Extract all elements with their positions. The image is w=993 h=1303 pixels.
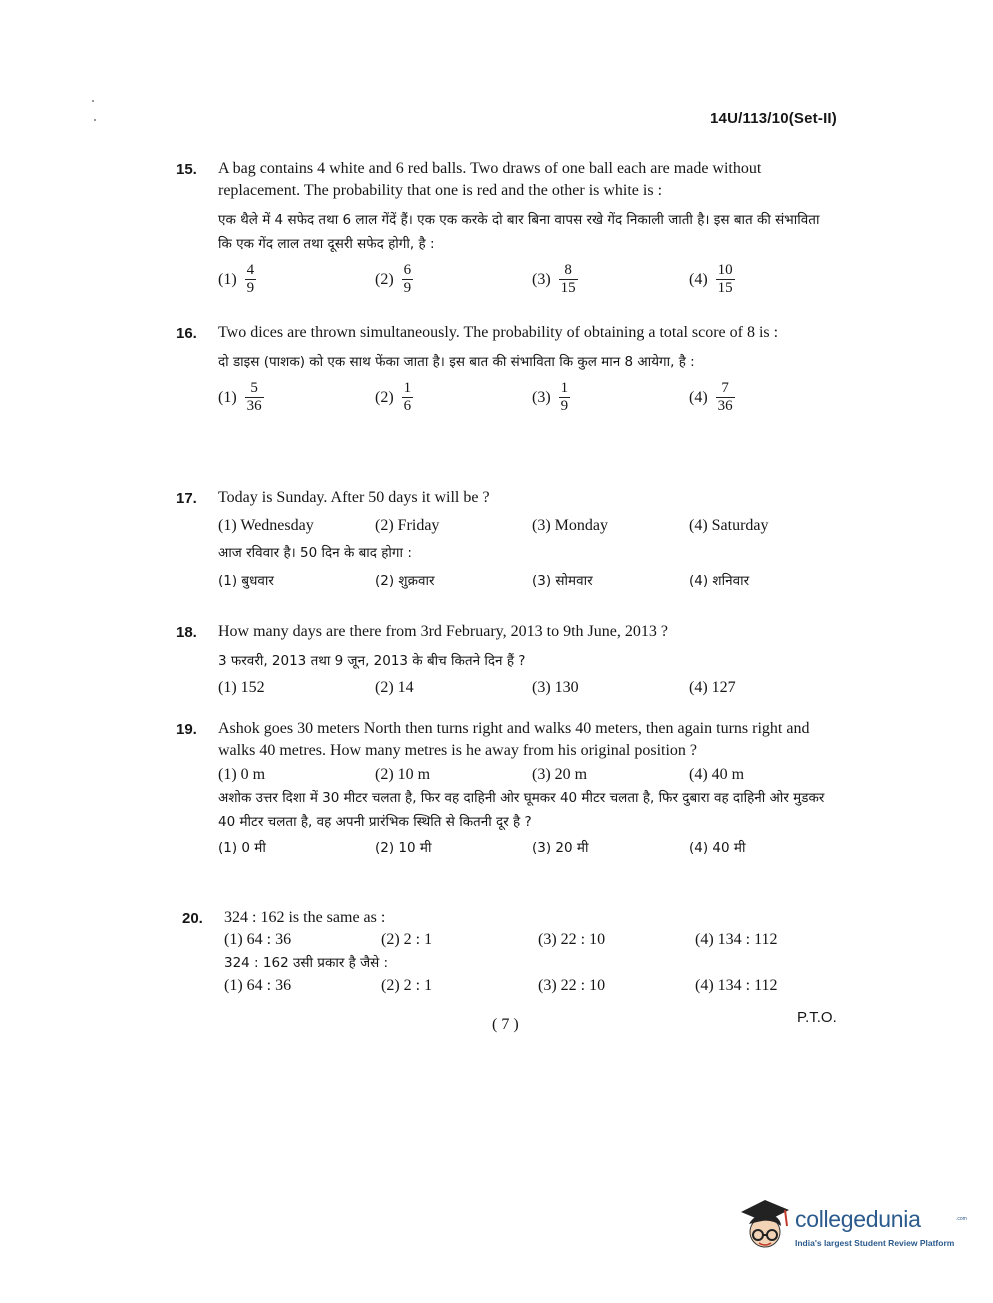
question-text-hindi: एक थैले में 4 सफेद तथा 6 लाल गेंदें हैं। एक एक करके दो बार बिना वापस रखे गेंद निकाली जाती है। इस बात की संभाविता कि एक गेंद लाल तथा दूसरी सफेद होगी, है : (218, 212, 820, 252)
option-3: (3) 20 मी (532, 840, 589, 856)
option-1: (1) Wednesday (218, 517, 314, 534)
option-1: (1) बुधवार (218, 573, 274, 589)
option-4: (4) Saturday (689, 517, 769, 534)
option-4: (4) 40 m (689, 766, 745, 783)
question-text-hindi: दो डाइस (पाशक) को एक साथ फेंका जाता है। इस बात की संभाविता कि कुल मान 8 आयेगा, है : (218, 354, 695, 370)
option-4: (4) 134 : 112 (695, 977, 778, 994)
option-row-english (218, 517, 836, 535)
watermark-logo (735, 1196, 967, 1260)
question-number: 16. (176, 325, 197, 342)
option-1: (1) $\frac{5}{36}$ (218, 380, 262, 414)
fraction: $\frac{5}{36}$ (246, 380, 262, 414)
option-row-hindi (218, 838, 836, 856)
option-row-hindi (218, 571, 836, 589)
option-3: (3) $\frac{8}{15}$ (532, 262, 576, 296)
scan-speck (92, 100, 94, 102)
option-3: (3) 130 (532, 679, 579, 696)
option-1: (1) 64 : 36 (224, 931, 292, 948)
option-1: (1) 0 m (218, 766, 266, 783)
question-text-hindi: 3 फरवरी, 2013 तथा 9 जून, 2013 के बीच कितने दिन हैं ? (218, 653, 526, 669)
logo-tagline: India's largest Student Review Platform (795, 1238, 955, 1248)
mascot-icon (735, 1196, 795, 1260)
question-16 (176, 322, 836, 415)
fraction: $\frac{10}{15}$ (717, 262, 733, 296)
option-3: (3) 22 : 10 (538, 977, 606, 994)
logo-suffix: .com (956, 1216, 967, 1222)
scan-speck (94, 119, 96, 121)
option-2: (2) $\frac{1}{6}$ (375, 380, 412, 414)
option-row-english (218, 766, 836, 784)
fraction: $\frac{1}{9}$ (560, 380, 569, 414)
option-row (218, 262, 836, 297)
option-4: (4) 134 : 112 (695, 931, 778, 948)
option-3: (3) Monday (532, 517, 608, 534)
question-17 (176, 487, 836, 589)
option-2: (2) 10 m (375, 766, 431, 783)
fraction: $\frac{6}{9}$ (403, 262, 412, 296)
question-19 (176, 718, 836, 856)
option-1: (1) $\frac{4}{9}$ (218, 262, 255, 296)
question-text-hindi: अशोक उत्तर दिशा में 30 मीटर चलता है, फिर वह दाहिनी ओर घूमकर 40 मीटर चलता है, फिर दुबारा वह दाहिनी ओर मुडकर 40 मीटर चलता है, वह अपनी प्रारंभिक स्थिति से कितनी दूर है ? (218, 790, 825, 830)
question-number: 20. (182, 910, 203, 927)
question-text-english: Ashok goes 30 meters North then turns right and walks 40 meters, then again turns right and walks 40 metres. How many metres is he away from his original position ? (218, 720, 810, 759)
fraction: $\frac{7}{36}$ (717, 380, 733, 414)
question-18 (176, 621, 836, 697)
option-2: (2) $\frac{6}{9}$ (375, 262, 412, 296)
option-2: (2) शुक्रवार (375, 573, 435, 589)
logo-wordmark: collegedunia (795, 1206, 921, 1232)
option-2: (2) 2 : 1 (381, 931, 433, 948)
option-2: (2) 10 मी (375, 840, 432, 856)
question-text-hindi: 324 : 162 उसी प्रकार है जैसे : (224, 955, 389, 971)
option-row-hindi (224, 977, 836, 995)
question-number: 18. (176, 624, 197, 641)
question-number: 15. (176, 161, 197, 178)
option-4: (4) 40 मी (689, 840, 746, 856)
option-1: (1) 0 मी (218, 840, 266, 856)
question-text-english: How many days are there from 3rd February, 2013 to 9th June, 2013 ? (218, 623, 668, 640)
option-2: (2) Friday (375, 517, 440, 534)
option-4: (4) शनिवार (689, 573, 750, 589)
option-2: (2) 2 : 1 (381, 977, 433, 994)
option-4: (4) 127 (689, 679, 736, 696)
page-number: ( 7 ) (492, 1016, 519, 1033)
question-15 (176, 158, 836, 297)
question-text-english: 324 : 162 is the same as : (224, 909, 386, 926)
option-4: (4) $\frac{10}{15}$ (689, 262, 733, 296)
fraction: $\frac{1}{6}$ (403, 380, 412, 414)
pto-label: P.T.O. (797, 1009, 837, 1026)
option-1: (1) 64 : 36 (224, 977, 292, 994)
fraction: $\frac{4}{9}$ (246, 262, 255, 296)
question-text-english: Two dices are thrown simultaneously. The probability of obtaining a total score of 8 is : (218, 324, 779, 341)
question-text-english: A bag contains 4 white and 6 red balls. Two draws of one ball each are made without replacement. The probability that one is red and the other is white is : (218, 160, 762, 199)
option-row (218, 380, 836, 415)
option-row-english (224, 931, 836, 949)
fraction: $\frac{8}{15}$ (560, 262, 576, 296)
option-row (218, 679, 836, 697)
question-number: 17. (176, 490, 197, 507)
option-3: (3) $\frac{1}{9}$ (532, 380, 569, 414)
question-20 (176, 907, 836, 995)
question-text-hindi: आज रविवार है। 50 दिन के बाद होगा : (218, 545, 412, 561)
option-3: (3) 20 m (532, 766, 588, 783)
question-number: 19. (176, 721, 197, 738)
option-3: (3) सोमवार (532, 573, 593, 589)
option-2: (2) 14 (375, 679, 414, 696)
option-3: (3) 22 : 10 (538, 931, 606, 948)
option-1: (1) 152 (218, 679, 265, 696)
option-4: (4) $\frac{7}{36}$ (689, 380, 733, 414)
question-text-english: Today is Sunday. After 50 days it will be ? (218, 489, 490, 506)
paper-code: 14U/113/10(Set-II) (710, 110, 837, 127)
